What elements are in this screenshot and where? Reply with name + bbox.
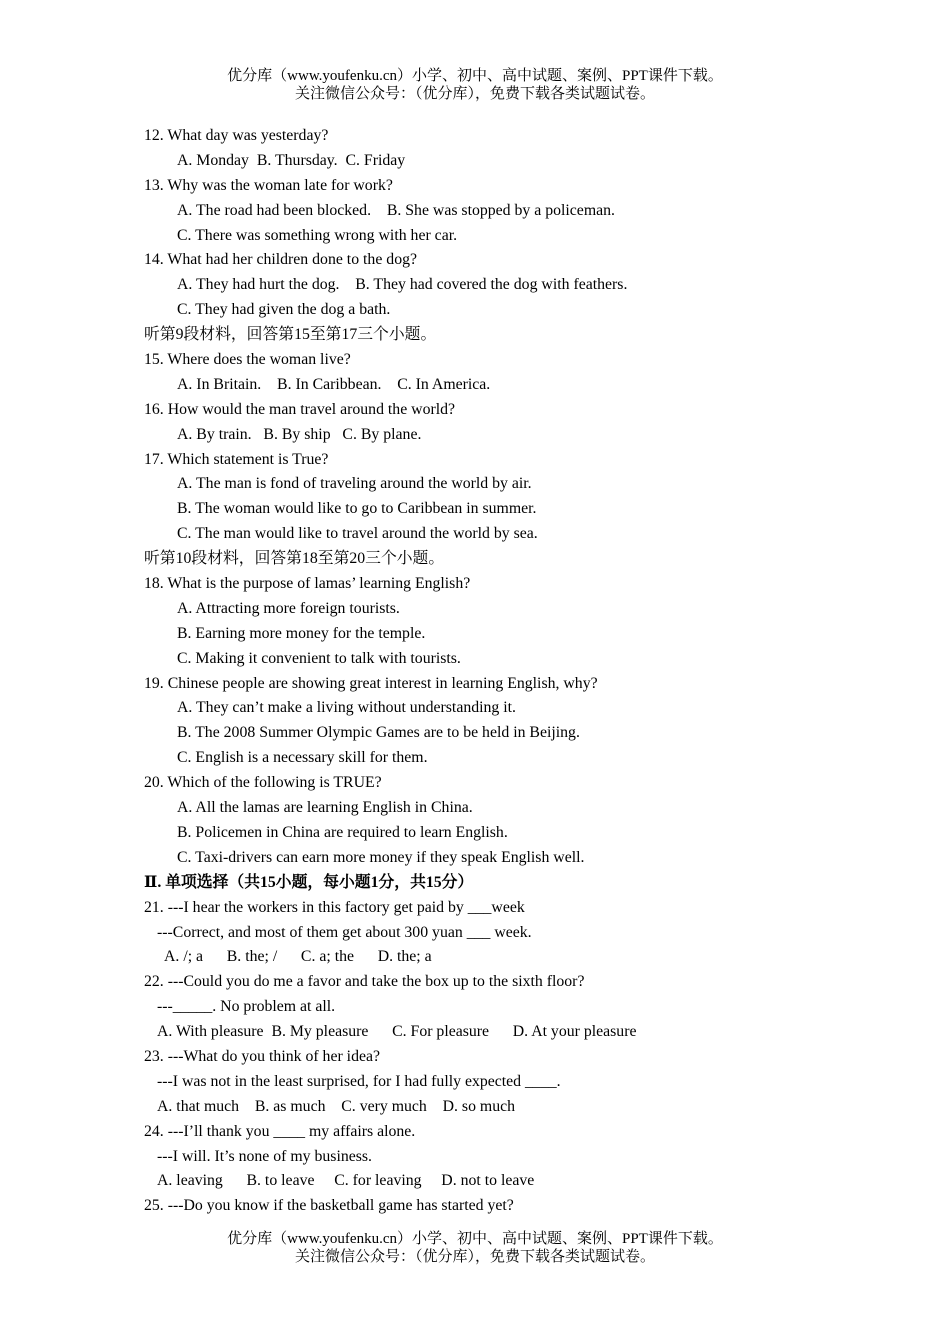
question-24: 24. ---I’ll thank you ____ my affairs alone. <box>144 1122 416 1140</box>
question-12: 12. What day was yesterday? <box>144 127 329 144</box>
question-24-options: A. leaving B. to leave C. for leaving D. not to leave <box>157 1172 535 1190</box>
section-instruction-9: 听第9段材料，回答第15至第17三个小题。 <box>144 326 437 344</box>
header-line-1: 优分库（www.youfenku.cn）小学、初中、高中试题、案例、PPT课件下载。 <box>227 68 723 84</box>
question-23-options: A. that much B. as much C. very much D. so much <box>157 1097 516 1115</box>
question-16-options: A. By train. B. By ship C. By plane. <box>177 425 422 443</box>
question-21-reply: ---Correct, and most of them get about 300 yuan ___ week. <box>157 923 532 941</box>
question-14-option-c: C. They had given the dog a bath. <box>177 301 391 319</box>
question-17-option-b: B. The woman would like to go to Caribbean in summer. <box>177 500 537 518</box>
question-22: 22. ---Could you do me a favor and take the box up to the sixth floor? <box>144 973 585 991</box>
footer-line-1: 优分库（www.youfenku.cn）小学、初中、高中试题、案例、PPT课件下载。 <box>227 1231 723 1247</box>
question-23: 23. ---What do you think of her idea? <box>144 1047 380 1065</box>
question-21-options: A. /; a B. the; / C. a; the D. the; a <box>157 948 432 966</box>
section-instruction-10: 听第10段材料，回答第18至第20三个小题。 <box>144 550 445 568</box>
question-20-option-c: C. Taxi-drivers can earn more money if they speak English well. <box>177 848 585 866</box>
question-18-option-b: B. Earning more money for the temple. <box>177 624 426 642</box>
question-20: 20. Which of the following is TRUE? <box>144 774 382 792</box>
question-23-reply: ---I was not in the least surprised, for I had fully expected ____. <box>157 1072 561 1090</box>
question-20-option-b: B. Policemen in China are required to learn English. <box>177 823 508 841</box>
question-25: 25. ---Do you know if the basketball game has started yet? <box>144 1197 514 1215</box>
question-12-options: A. Monday B. Thursday. C. Friday <box>177 151 406 169</box>
question-15: 15. Where does the woman live? <box>144 351 351 369</box>
section-heading-single-choice: Ⅱ. 单项选择（共15小题，每小题1分，共15分） <box>144 873 474 891</box>
question-15-options: A. In Britain. B. In Caribbean. C. In America. <box>177 375 491 393</box>
document-body <box>144 124 844 1219</box>
question-16: 16. How would the man travel around the world? <box>144 400 456 418</box>
question-18-option-c: C. Making it convenient to talk with tourists. <box>177 649 461 667</box>
question-22-options: A. With pleasure B. My pleasure C. For pleasure D. At your pleasure <box>157 1023 637 1041</box>
question-19-option-b: B. The 2008 Summer Olympic Games are to be held in Beijing. <box>177 724 580 742</box>
question-18-option-a: A. Attracting more foreign tourists. <box>177 599 400 617</box>
question-20-option-a: A. All the lamas are learning English in China. <box>177 799 473 817</box>
question-13: 13. Why was the woman late for work? <box>144 176 393 194</box>
question-18: 18. What is the purpose of lamas’ learning English? <box>144 575 471 593</box>
question-13-options-ab: A. The road had been blocked. B. She was stopped by a policeman. <box>177 201 615 219</box>
question-24-reply: ---I will. It’s none of my business. <box>157 1147 372 1165</box>
page-header <box>0 67 950 103</box>
page-footer <box>0 1230 950 1266</box>
question-21: 21. ---I hear the workers in this factory get paid by ___week <box>144 898 525 916</box>
question-22-reply: ---_____. No problem at all. <box>157 998 336 1016</box>
question-17-option-a: A. The man is fond of traveling around the world by air. <box>177 475 532 493</box>
question-17-option-c: C. The man would like to travel around the world by sea. <box>177 525 538 543</box>
question-17: 17. Which statement is True? <box>144 450 329 468</box>
question-14: 14. What had her children done to the dog? <box>144 251 417 269</box>
question-13-option-c: C. There was something wrong with her car. <box>177 226 458 244</box>
footer-line-2: 关注微信公众号：（优分库），免费下载各类试题试卷。 <box>294 1249 655 1265</box>
question-19-option-a: A. They can’t make a living without understanding it. <box>177 699 516 717</box>
question-19: 19. Chinese people are showing great interest in learning English, why? <box>144 674 598 692</box>
question-19-option-c: C. English is a necessary skill for them. <box>177 749 428 767</box>
header-line-2: 关注微信公众号：（优分库），免费下载各类试题试卷。 <box>294 86 655 102</box>
question-14-options-ab: A. They had hurt the dog. B. They had covered the dog with feathers. <box>177 276 628 294</box>
